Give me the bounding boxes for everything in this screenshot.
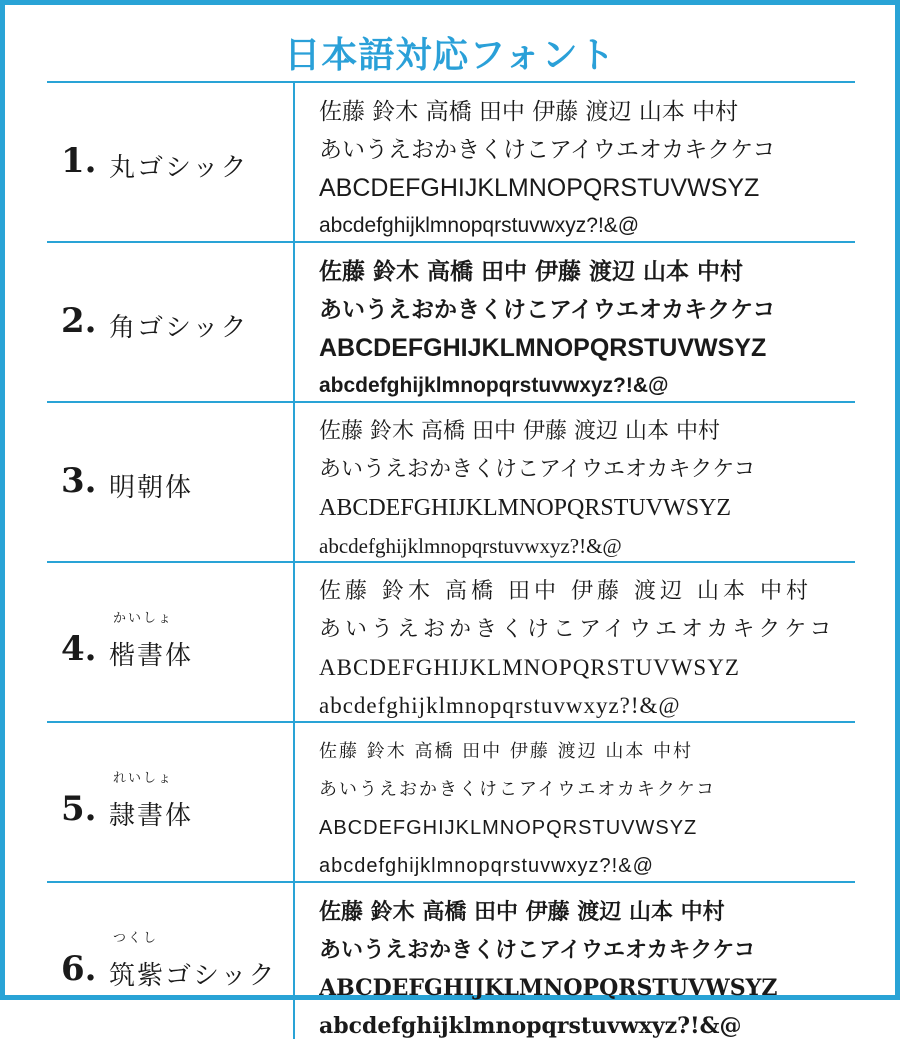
font-row-maru-gothic <box>47 81 855 241</box>
sample-kana: あいうえおかきくけこアイウエオカキクケコ <box>319 297 776 323</box>
page-title: 日本語対応フォント <box>284 34 616 76</box>
sample-uppercase: ABCDEFGHIJKLMNOPQRSTUVWSYZ <box>319 975 778 1001</box>
sample-uppercase: ABCDEFGHIJKLMNOPQRSTUVWSYZ <box>319 655 740 680</box>
font-name-ruby: つくし <box>113 931 159 946</box>
font-name: 丸ゴシック <box>109 153 249 183</box>
sample-lowercase: abcdefghijklmnopqrstuvwxyz?!&@ <box>319 214 640 237</box>
sample-uppercase: ABCDEFGHIJKLMNOPQRSTUVWSYZ <box>319 817 698 839</box>
sample-kana: あいうえおかきくけこアイウエオカキクケコ <box>319 457 756 482</box>
font-row-kaisho <box>47 561 855 721</box>
font-row-tsukushi-gothic <box>47 881 855 1039</box>
font-samples <box>319 93 855 245</box>
sample-kana: あいうえおかきくけこアイウエオカキクケコ <box>319 937 756 963</box>
font-label-cell <box>47 243 295 401</box>
font-label-cell <box>47 883 295 1039</box>
font-table <box>47 81 855 1039</box>
font-number: 6. <box>61 949 97 989</box>
font-name-ruby: かいしょ <box>113 611 174 626</box>
sample-kana: あいうえおかきくけこアイウエオカキクケコ <box>319 617 836 642</box>
font-number: 4. <box>61 629 97 669</box>
font-samples <box>319 733 855 885</box>
font-number: 2. <box>61 301 97 341</box>
font-label-cell <box>47 723 295 881</box>
sample-kana: あいうえおかきくけこアイウエオカキクケコ <box>319 137 776 163</box>
sample-lowercase: abcdefghijklmnopqrstuvwxyz?!&@ <box>319 534 622 558</box>
sample-kana: あいうえおかきくけこアイウエオカキクケコ <box>319 779 717 800</box>
font-samples <box>319 573 855 725</box>
font-name: 明朝体 <box>109 473 194 503</box>
sample-lowercase: abcdefghijklmnopqrstuvwxyz?!&@ <box>319 855 654 877</box>
font-number: 5. <box>61 789 97 829</box>
sample-surnames: 佐藤 鈴木 高橋 田中 伊藤 渡辺 山本 中村 <box>319 419 720 444</box>
sample-uppercase: ABCDEFGHIJKLMNOPQRSTUVWSYZ <box>319 334 767 362</box>
font-label-cell <box>47 563 295 721</box>
font-label-cell <box>47 83 295 241</box>
font-number: 1. <box>61 141 97 181</box>
font-samples <box>319 253 855 405</box>
sample-surnames: 佐藤 鈴木 高橋 田中 伊藤 渡辺 山本 中村 <box>319 741 694 762</box>
sample-surnames: 佐藤 鈴木 高橋 田中 伊藤 渡辺 山本 中村 <box>319 99 739 125</box>
font-name: 隷書体 <box>109 801 194 831</box>
font-name: 角ゴシック <box>109 313 249 343</box>
font-row-reisho <box>47 721 855 881</box>
sample-lowercase: abcdefghijklmnopqrstuvwxyz?!&@ <box>319 693 681 718</box>
font-row-mincho <box>47 401 855 561</box>
font-label-cell <box>47 403 295 561</box>
font-name-ruby: れいしょ <box>113 771 174 786</box>
font-samples <box>319 893 855 1045</box>
sample-uppercase: ABCDEFGHIJKLMNOPQRSTUVWSYZ <box>319 174 760 202</box>
font-samples <box>319 413 855 565</box>
font-number: 3. <box>61 461 97 501</box>
sample-surnames: 佐藤 鈴木 高橋 田中 伊藤 渡辺 山本 中村 <box>319 259 744 285</box>
font-name: 楷書体 <box>109 641 194 671</box>
sample-surnames: 佐藤 鈴木 高橋 田中 伊藤 渡辺 山本 中村 <box>319 899 725 925</box>
sample-surnames: 佐藤 鈴木 高橋 田中 伊藤 渡辺 山本 中村 <box>319 579 812 604</box>
sample-uppercase: ABCDEFGHIJKLMNOPQRSTUVWSYZ <box>319 495 732 521</box>
font-row-kaku-gothic <box>47 241 855 401</box>
sample-lowercase: abcdefghijklmnopqrstuvwxyz?!&@ <box>319 1013 742 1039</box>
sample-lowercase: abcdefghijklmnopqrstuvwxyz?!&@ <box>319 374 669 397</box>
font-name: 筑紫ゴシック <box>109 961 277 991</box>
